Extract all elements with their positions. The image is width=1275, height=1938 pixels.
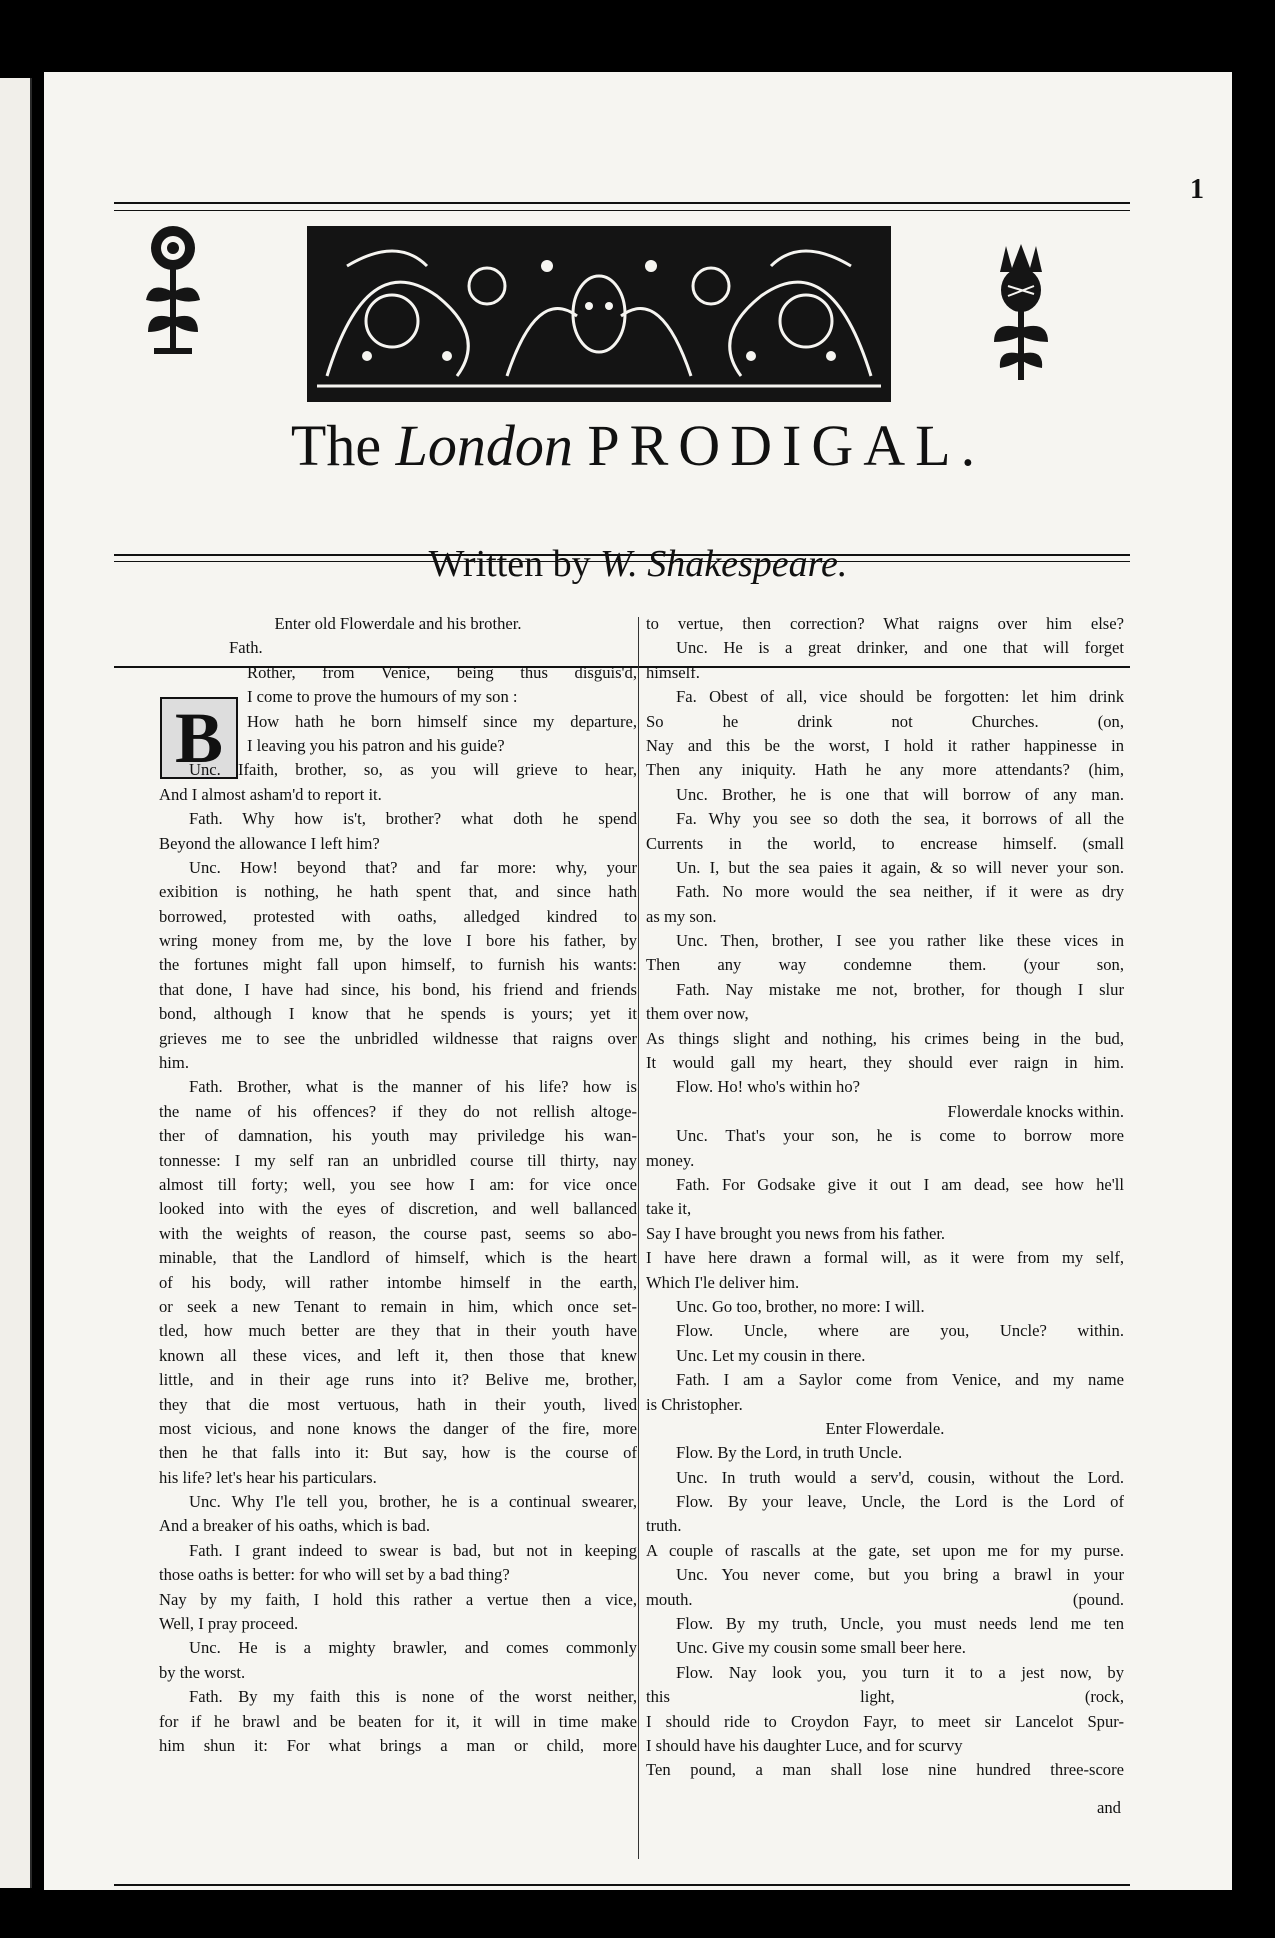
text-line: Enter Flowerdale.: [825, 1418, 945, 1438]
column-divider: [638, 617, 639, 1859]
text-line: take it,: [646, 1199, 692, 1219]
text-line: as my son.: [646, 906, 717, 926]
byline-author: W. Shakespeare.: [600, 543, 848, 585]
text-line: I have here drawn a formal will, as it were from my self,: [646, 1248, 1124, 1268]
text-line: him shun it: For what brings a man or child, more: [159, 1735, 637, 1755]
text-line: Unc. Ifaith, brother, so, as you will grieve to hear,: [189, 760, 637, 780]
text-line: or seek a new Tenant to remain in him, which once set-: [159, 1296, 637, 1316]
text-line: Fa. Why you see so doth the sea, it borrows of all the: [676, 809, 1124, 829]
text-line: most vicious, and none knows the danger of the fire, more: [159, 1418, 637, 1438]
text-line: Flow. Ho! who's within ho?: [676, 1077, 860, 1097]
text-line: And a breaker of his oaths, which is bad.: [159, 1516, 430, 1536]
text-line: Fath.: [229, 638, 263, 658]
text-line: Unc. That's your son, he is come to borrow more: [676, 1126, 1124, 1146]
text-line: truth.: [646, 1516, 682, 1536]
text-line: Currents in the world, to encrease himself. (small: [646, 833, 1124, 853]
title-word-prodigal: PRODIGAL.: [587, 413, 986, 478]
text-line: Unc. Let my cousin in there.: [676, 1345, 866, 1365]
byline-prefix: Written by: [428, 543, 591, 585]
text-line: looked into with the eyes of discretion, and well ballanced: [159, 1199, 637, 1219]
text-line: money.: [646, 1150, 695, 1170]
text-line: Flow. Uncle, where are you, Uncle? within.: [676, 1321, 1124, 1341]
text-line: tonnesse: I my self ran an unbridled course till thirty, nay: [159, 1150, 637, 1170]
top-rule-thin: [114, 210, 1130, 211]
text-line: Beyond the allowance I left him?: [159, 833, 380, 853]
drop-cap: B: [160, 697, 238, 779]
book-page: [44, 72, 1232, 1890]
text-line: himself.: [646, 662, 700, 682]
text-line: tled, how much better are they that in their youth have: [159, 1321, 637, 1341]
play-title: [44, 412, 1232, 479]
text-line: Unc. Then, brother, I see you rather like these vices in: [676, 931, 1124, 951]
text-line: exibition is nothing, he hath spent that, and since hath: [159, 882, 637, 902]
text-line: to vertue, then correction? What raigns over him else?: [646, 614, 1124, 633]
text-line: the name of his offences? if they do not rellish altoge-: [159, 1101, 637, 1121]
text-line: Unc. In truth would a serv'd, cousin, without the Lord.: [676, 1467, 1124, 1487]
text-line: Unc. He is a great drinker, and one that will forget: [676, 638, 1124, 658]
text-line: his life? let's hear his particulars.: [159, 1467, 377, 1487]
text-line: Which I'le deliver him.: [646, 1272, 800, 1292]
text-line: Flow. Nay look you, you turn it to a jest now, by: [676, 1662, 1124, 1682]
text-line: Flowerdale knocks within.: [947, 1101, 1124, 1121]
text-line: Fath. No more would the sea neither, if it were as dry: [676, 882, 1124, 902]
adjacent-page-edge: [0, 78, 32, 1888]
text-line: borrowed, protested with oaths, alledged kindred to: [159, 906, 637, 926]
text-line: Nay by my faith, I hold this rather a vertue then a vice,: [159, 1589, 637, 1609]
text-line: is Christopher.: [646, 1394, 743, 1414]
text-line: by the worst.: [159, 1662, 246, 1682]
text-line: Unc. How! beyond that? and far more: why, your: [189, 857, 637, 877]
text-line: then he that falls into it: But say, how is the course of: [159, 1443, 637, 1463]
text-line: almost till forty; well, you see how I am: for vice once: [159, 1174, 637, 1194]
thistle-ornament-icon: [990, 242, 1052, 386]
text-line: A couple of rascalls at the gate, set upon me for my purse.: [646, 1540, 1124, 1560]
text-line: grieves me to see the unbridled wildnesse that raigns over: [159, 1028, 637, 1048]
text-line: Well, I pray proceed.: [159, 1614, 299, 1634]
text-line: mouth. (pound.: [646, 1589, 1124, 1609]
bottom-rule: [114, 1884, 1130, 1886]
left-column: [159, 612, 637, 1758]
text-line: And I almost asham'd to report it.: [159, 784, 382, 804]
text-line: Fath. I am a Saylor come from Venice, and my name: [676, 1370, 1124, 1390]
text-line: Say I have brought you news from his father.: [646, 1223, 946, 1243]
text-line: Unc. You never come, but you bring a brawl in your: [676, 1565, 1124, 1585]
rose-ornament-icon: [142, 222, 204, 360]
text-line: Nay and this be the worst, I hold it rather happinesse in: [646, 735, 1124, 755]
top-rule: [114, 202, 1130, 204]
catchword: and: [1097, 1798, 1121, 1817]
text-line: I should have his daughter Luce, and for scurvy: [646, 1735, 963, 1755]
text-line: Fath. I grant indeed to swear is bad, but not in keeping: [189, 1540, 637, 1560]
text-line: Fath. For Godsake give it out I am dead, see how he'll: [676, 1174, 1124, 1194]
text-line: Unc. Give my cousin some small beer here.: [676, 1638, 966, 1658]
text-line: the fortunes might fall upon himself, to furnish his wants:: [159, 955, 637, 975]
text-line: Then any way condemne them. (your son,: [646, 955, 1124, 975]
text-line: How hath he born himself since my departure,: [247, 711, 637, 731]
text-line: Fath. Nay mistake me not, brother, for though I slur: [676, 979, 1124, 999]
text-line: bond, although I know that he spends is yours; yet it: [159, 1004, 637, 1024]
text-line: Flow. By my truth, Uncle, you must needs lend me ten: [676, 1614, 1124, 1634]
text-line: for if he brawl and be beaten for it, it will in time make: [159, 1711, 637, 1731]
text-line: I should ride to Croydon Fayr, to meet sir Lancelot Spur-: [646, 1711, 1124, 1731]
text-line: Fath. Why how is't, brother? what doth he spend: [189, 809, 637, 829]
text-line: Unc. Why I'le tell you, brother, he is a continual swearer,: [189, 1492, 637, 1512]
text-line: Then any iniquity. Hath he any more attendants? (him,: [646, 760, 1124, 780]
text-line: of his body, will rather intombe himself in the earth,: [159, 1272, 637, 1292]
text-line: Rother, from Venice, being thus disguis'd,: [247, 662, 637, 682]
page-number: 1: [1190, 174, 1204, 205]
text-line: Unc. Brother, he is one that will borrow of any man.: [676, 784, 1124, 804]
text-line: him.: [159, 1053, 189, 1073]
text-line: with the weights of reason, the course past, seems so abo-: [159, 1223, 637, 1243]
text-line: Fath. By my faith this is none of the worst neither,: [189, 1687, 637, 1707]
title-word-london: London: [395, 413, 573, 478]
text-line: minable, that the Landlord of himself, which is the heart: [159, 1248, 637, 1268]
text-line: Un. I, but the sea paies it again, & so will never your son.: [676, 857, 1124, 877]
text-line: Unc. He is a mighty brawler, and comes commonly: [189, 1638, 637, 1658]
text-line: Fa. Obest of all, vice should be forgotten: let him drink: [676, 687, 1124, 707]
text-line: I come to prove the humours of my son :: [247, 687, 518, 707]
text-line: Unc. Go too, brother, no more: I will.: [676, 1296, 925, 1316]
text-line: Flow. By your leave, Uncle, the Lord is the Lord of: [676, 1492, 1124, 1512]
text-line: Flow. By the Lord, in truth Uncle.: [676, 1443, 903, 1463]
text-line: So he drink not Churches. (on,: [646, 711, 1124, 731]
text-line: known all these vices, and left it, then those that knew: [159, 1345, 637, 1365]
text-line: wring money from me, by the love I bore his father, by: [159, 931, 637, 951]
text-line: they that die most vertuous, hath in their youth, lived: [159, 1394, 637, 1414]
text-line: I leaving you his patron and his guide?: [247, 735, 505, 755]
text-line: Fath. Brother, what is the manner of his life? how is: [189, 1077, 637, 1097]
text-line: them over now,: [646, 1004, 749, 1024]
headpiece-ornament-icon: [307, 226, 891, 402]
text-line: ther of damnation, his youth may priviledge his wan-: [159, 1126, 637, 1146]
text-line: that done, I have had since, his bond, his friend and friends: [159, 979, 637, 999]
text-line: this light, (rock,: [646, 1687, 1124, 1707]
right-column: [646, 612, 1124, 1783]
text-line: Ten pound, a man shall lose nine hundred three-score: [646, 1760, 1124, 1780]
author-byline: [44, 542, 1232, 586]
text-line: little, and in their age runs into it? Belive me, brother,: [159, 1370, 637, 1390]
text-line: It would gall my heart, they should ever raign in him.: [646, 1053, 1124, 1073]
text-line: Enter old Flowerdale and his brother.: [274, 614, 522, 633]
text-line: those oaths is better: for who will set by a bad thing?: [159, 1565, 510, 1585]
text-line: As things slight and nothing, his crimes being in the bud,: [646, 1028, 1124, 1048]
title-word-the: The: [290, 413, 382, 478]
